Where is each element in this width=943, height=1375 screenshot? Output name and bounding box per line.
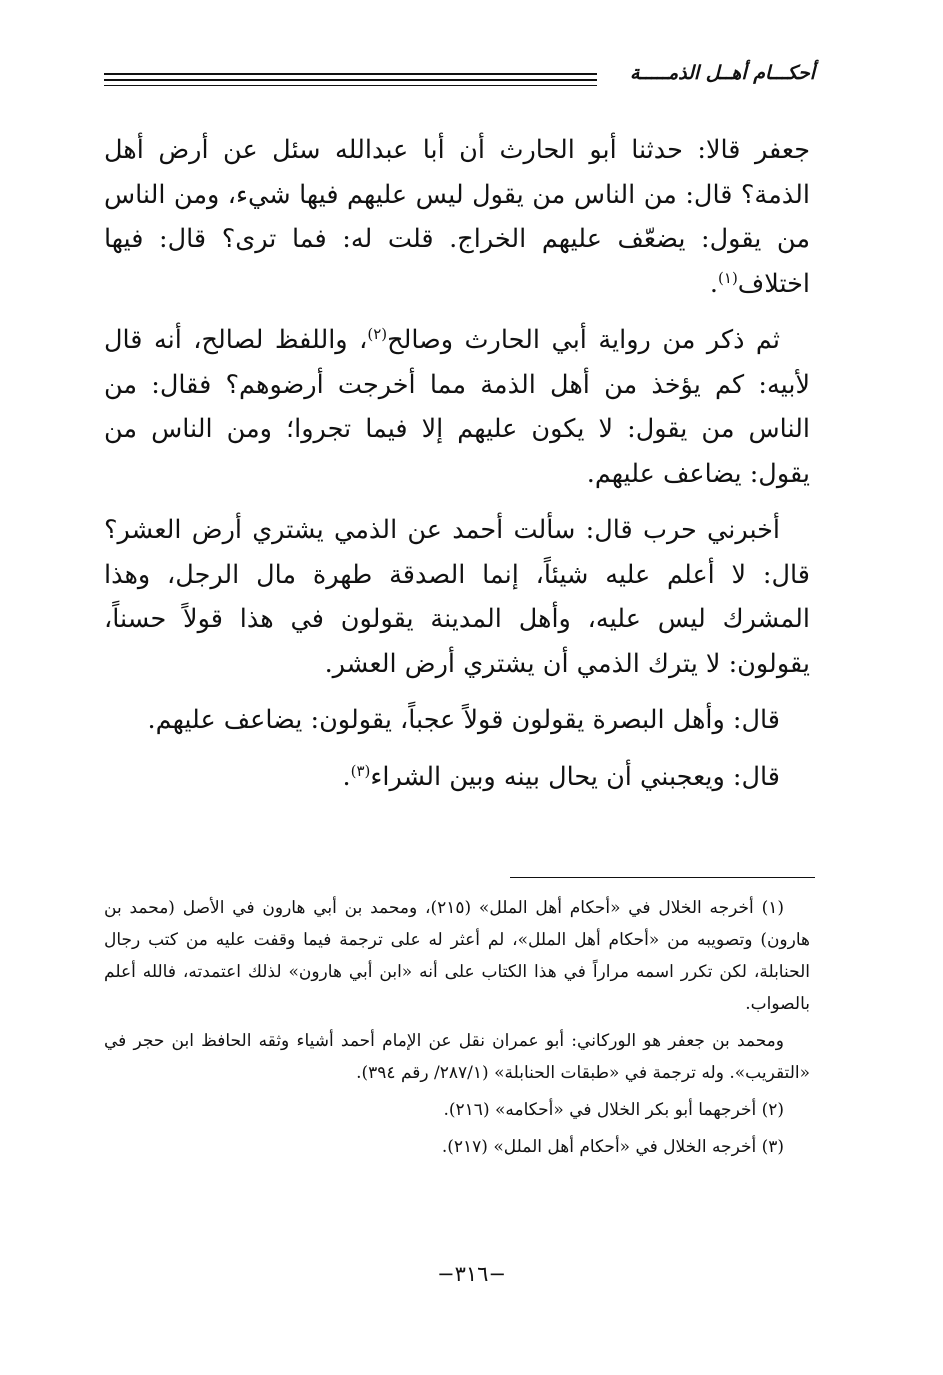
paragraph [104,508,810,686]
paragraph-text: ، واللفظ لصالح، أنه قال لأبيه: كم يؤخذ من أهل الذمة مما أخرجت أرضوهم؟ فقال: من الناس من يقول: لا يكون عليهم إلا فيما تجروا؛ ومن الناس من يقول: يضاعف عليهم. [104,325,810,489]
paragraph-text: ثم ذكر من رواية أبي الحارث وصالح [387,325,780,355]
footnote-ref: (٣) [350,761,371,780]
header-rule [104,79,597,81]
paragraph-text: قال: ويعجبني أن يحال بينه وبين الشراء [370,761,780,792]
footnote: (٢) أخرجهما أبو بكر الخلال في «أحكامه» (٢١٦). [443,1100,784,1120]
paragraph-text: . [709,268,719,299]
main-text [104,128,810,799]
paragraph-text: جعفر قالا: حدثنا أبو الحارث أن أبا عبدالله سئل عن أرض أهل الذمة؟ قال: من الناس من يقول ليس عليهم فيها شيء، ومن الناس من يقول: يضعّف عليهم الخراج. قلت له: فما ترى؟ قال: فيها اختلاف [104,135,810,299]
footnotes [104,892,810,1168]
footnote: (٣) أخرجه الخلال في «أحكام أهل الملل» (٢١٧). [441,1137,784,1157]
paragraph-text: قال: وأهل البصرة يقولون قولاً عجباً، يقولون: يضاعف عليهم. [147,705,780,735]
running-header-title: أحكـــام أهــل الذمـــــة [629,62,815,84]
paragraph-text: أخبرني حرب قال: سألت أحمد عن الذمي يشتري أرض العشر؟ قال: لا أعلم عليه شيئاً، إنما الصدقة طهرة مال الرجل، وهذا المشرك ليس عليه، وأهل المدينة يقولون في هذا قولاً حسناً، يقولون: لا يترك الذمي أن يشتري أرض العشر. [104,515,810,679]
footnote-ref: (٢) [367,325,388,343]
paragraph [104,698,810,743]
paragraph-text: . [342,761,351,792]
paragraph [104,755,810,800]
header-rule [104,85,597,86]
header-rule [104,73,597,75]
footnote-separator [510,877,815,878]
page-number: −٣١٦− [436,1262,507,1286]
paragraph [104,318,810,496]
footnote: ومحمد بن جعفر هو الوركاني: أبو عمران نقل عن الإمام أحمد أشياء وثقه الحافظ ابن حجر في «التقريب». وله ترجمة في «طبقات الحنابلة» (٢٨٧/١/ رقم ٣٩٤). [104,1031,810,1083]
paragraph [104,128,810,306]
footnote-ref: (١) [718,268,738,287]
footnote: (١) أخرجه الخلال في «أحكام أهل الملل» (٢١٥)، ومحمد بن أبي هارون في الأصل (محمد بن هارون) وتصويبه من «أحكام أهل الملل»، لم أعثر له على ترجمة فيما وقفت عليه من كتب رجال الحنابلة، لكن تكرر اسمه مراراً في هذا الكتاب على أنه «ابن أبي هارون» لذلك اعتمدته، فالله أعلم بالصواب. [104,898,810,1014]
